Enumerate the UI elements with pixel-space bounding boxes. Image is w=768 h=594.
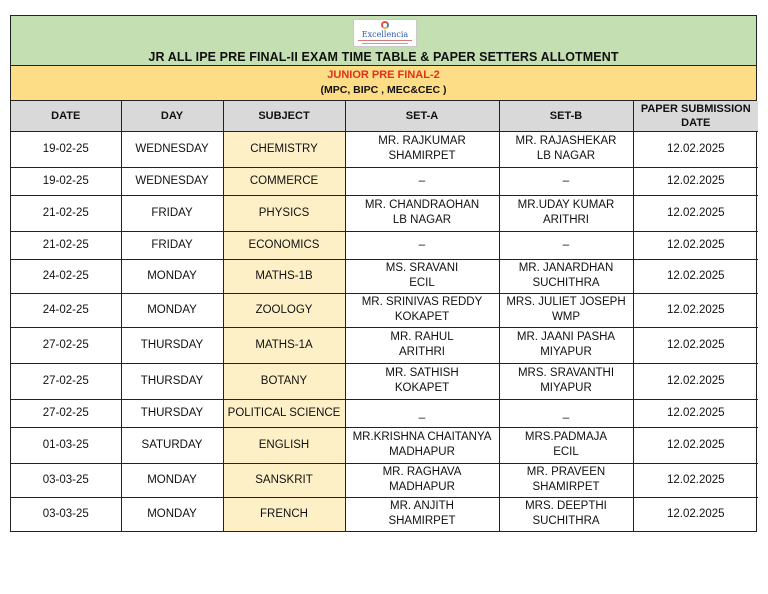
set-a-cell (345, 327, 499, 363)
day-cell: FRIDAY (121, 231, 223, 259)
set-a-cell (345, 363, 499, 399)
set-b-line-2: LB NAGAR (536, 150, 596, 162)
set-b-cell (499, 427, 633, 463)
set-a-line-1: MR. ANJITH (390, 500, 454, 513)
day-cell: MONDAY (121, 497, 223, 531)
page-title: JR ALL IPE PRE FINAL-II EXAM TIME TABLE & PAPER SETTERS ALLOTMENT (148, 50, 619, 64)
table-row (11, 167, 758, 195)
set-a-line-1: MR. RAGHAVA (382, 466, 462, 478)
day-cell: FRIDAY (121, 195, 223, 231)
set-a-line-1: MR.KRISHNA CHAITANYA (352, 431, 492, 443)
date-cell: 27-02-25 (11, 363, 121, 399)
subject-cell: SANSKRIT (223, 463, 345, 497)
submission-date-cell: 12.02.2025 (633, 195, 758, 231)
subject-cell: ENGLISH (223, 427, 345, 463)
table-row (11, 259, 758, 293)
set-a-line-1: MR. SRINIVAS REDDY (361, 296, 483, 308)
set-b-cell (499, 497, 633, 531)
set-a-line-1: _ (418, 406, 426, 419)
date-cell: 27-02-25 (11, 327, 121, 363)
date-cell: 03-03-25 (11, 463, 121, 497)
set-b-cell (499, 363, 633, 399)
table-row (11, 293, 758, 327)
date-cell: 27-02-25 (11, 399, 121, 427)
set-b-line-1: MR. PRAVEEN (526, 466, 606, 478)
column-header-set-a: SET-A (345, 101, 499, 131)
set-a-cell (345, 231, 499, 259)
title-banner (11, 16, 756, 66)
set-b-cell (499, 327, 633, 363)
table-header-row (11, 101, 758, 131)
set-a-line-1: – (418, 238, 426, 251)
set-b-line-2: ECIL (553, 446, 579, 458)
submission-date-cell: 12.02.2025 (633, 131, 758, 167)
set-b-cell (499, 293, 633, 327)
set-b-cell (499, 399, 633, 427)
date-cell: 19-02-25 (11, 167, 121, 195)
set-a-cell (345, 195, 499, 231)
set-a-cell (345, 131, 499, 167)
submission-date-cell: 12.02.2025 (633, 463, 758, 497)
date-cell: 01-03-25 (11, 427, 121, 463)
subject-cell: COMMERCE (223, 167, 345, 195)
set-a-cell (345, 293, 499, 327)
day-cell: MONDAY (121, 293, 223, 327)
day-cell: WEDNESDAY (121, 167, 223, 195)
submission-date-cell: 12.02.2025 (633, 363, 758, 399)
table-row (11, 363, 758, 399)
set-a-cell (345, 259, 499, 293)
set-b-cell (499, 167, 633, 195)
submission-date-cell: 12.02.2025 (633, 293, 758, 327)
submission-date-cell: 12.02.2025 (633, 167, 758, 195)
subject-cell: FRENCH (223, 497, 345, 531)
set-a-cell (345, 427, 499, 463)
set-a-cell (345, 497, 499, 531)
day-cell: MONDAY (121, 259, 223, 293)
set-b-line-2: MIYAPUR (540, 382, 592, 394)
set-b-cell (499, 195, 633, 231)
set-b-line-1: MRS. SRAVANTHI (517, 367, 615, 379)
day-cell: WEDNESDAY (121, 131, 223, 167)
set-b-line-1: MRS. DEEPTHI (525, 500, 607, 513)
set-a-line-1: MR. CHANDRAOHAN (364, 199, 480, 211)
table-row (11, 131, 758, 167)
subject-cell: POLITICAL SCIENCE (223, 399, 345, 427)
set-a-line-2: SHAMIRPET (388, 150, 456, 162)
subject-cell: ECONOMICS (223, 231, 345, 259)
set-a-line-2: ARITHRI (399, 346, 445, 358)
exam-subtitle: JUNIOR PRE FINAL-2 (327, 69, 440, 81)
submission-date-cell: 12.02.2025 (633, 327, 758, 363)
set-b-line-2: WMP (551, 311, 581, 323)
set-a-line-2: ECIL (409, 277, 435, 289)
set-b-line-1: MRS.PADMAJA (524, 431, 608, 443)
set-a-line-2: SHAMIRPET (388, 515, 456, 528)
date-cell: 24-02-25 (11, 293, 121, 327)
set-a-cell (345, 463, 499, 497)
column-header-date: DATE (11, 101, 121, 131)
set-b-cell (499, 231, 633, 259)
subject-cell: MATHS-1A (223, 327, 345, 363)
set-b-line-1: MR. RAJASHEKAR (515, 135, 617, 147)
set-b-line-1: MR. JAANI PASHA (516, 331, 616, 343)
logo-mark-icon (381, 21, 389, 29)
subject-cell: ZOOLOGY (223, 293, 345, 327)
set-b-line-1: MR.UDAY KUMAR (517, 199, 615, 211)
excellencia-logo (353, 19, 417, 47)
column-header-subject: SUBJECT (223, 101, 345, 131)
table-row (11, 497, 758, 531)
logo-brand-text: Excellencia (361, 30, 409, 39)
set-b-line-1: – (562, 174, 570, 187)
submission-date-cell: 12.02.2025 (633, 231, 758, 259)
set-b-line-2: SUCHITHRA (532, 277, 600, 289)
set-b-line-2: SHAMIRPET (532, 481, 600, 493)
set-b-line-2: SUCHITHRA (532, 515, 600, 528)
set-b-cell (499, 131, 633, 167)
table-row (11, 195, 758, 231)
subject-cell: BOTANY (223, 363, 345, 399)
column-header-set-b: SET-B (499, 101, 633, 131)
set-b-line-2: ARITHRI (543, 214, 589, 226)
set-a-cell (345, 399, 499, 427)
submission-date-cell: 12.02.2025 (633, 399, 758, 427)
submission-date-cell: 12.02.2025 (633, 427, 758, 463)
day-cell: THURSDAY (121, 399, 223, 427)
set-b-cell (499, 463, 633, 497)
set-b-line-1: MR. JANARDHAN (518, 262, 614, 274)
timetable-sheet (10, 15, 757, 532)
set-b-line-1: – (562, 238, 570, 251)
date-cell: 21-02-25 (11, 231, 121, 259)
date-cell: 24-02-25 (11, 259, 121, 293)
set-a-cell (345, 167, 499, 195)
set-b-line-1: MRS. JULIET JOSEPH (506, 296, 626, 308)
set-a-line-2: MADHAPUR (389, 446, 455, 458)
day-cell: THURSDAY (121, 327, 223, 363)
set-a-line-2: MADHAPUR (389, 481, 455, 493)
set-b-cell (499, 259, 633, 293)
set-a-line-2: LB NAGAR (392, 214, 452, 226)
table-row (11, 427, 758, 463)
stream-list: (MPC, BIPC , MEC&CEC ) (320, 84, 447, 96)
table-row (11, 231, 758, 259)
set-a-line-1: MR. RAJKUMAR (378, 135, 466, 147)
set-a-line-1: MS. SRAVANI (385, 262, 459, 274)
submission-date-cell: 12.02.2025 (633, 497, 758, 531)
date-cell: 21-02-25 (11, 195, 121, 231)
timetable (11, 101, 758, 531)
day-cell: THURSDAY (121, 363, 223, 399)
column-header-day: DAY (121, 101, 223, 131)
set-a-line-2: KOKAPET (394, 382, 450, 394)
subject-cell: MATHS-1B (223, 259, 345, 293)
set-a-line-2: KOKAPET (394, 311, 450, 323)
subject-cell: PHYSICS (223, 195, 345, 231)
set-a-line-1: MR. SATHISH (385, 367, 459, 379)
subtitle-banner (11, 66, 756, 101)
table-row (11, 463, 758, 497)
submission-date-cell: 12.02.2025 (633, 259, 758, 293)
date-cell: 03-03-25 (11, 497, 121, 531)
table-row (11, 327, 758, 363)
set-b-line-2: MIYAPUR (540, 346, 592, 358)
subject-cell: CHEMISTRY (223, 131, 345, 167)
set-a-line-1: MR. RAHUL (390, 331, 454, 343)
set-a-line-1: – (418, 174, 426, 187)
day-cell: SATURDAY (121, 427, 223, 463)
table-row (11, 399, 758, 427)
set-b-line-1: _ (562, 406, 570, 419)
column-header-submission: PAPER SUBMISSION DATE (633, 101, 758, 131)
day-cell: MONDAY (121, 463, 223, 497)
date-cell: 19-02-25 (11, 131, 121, 167)
